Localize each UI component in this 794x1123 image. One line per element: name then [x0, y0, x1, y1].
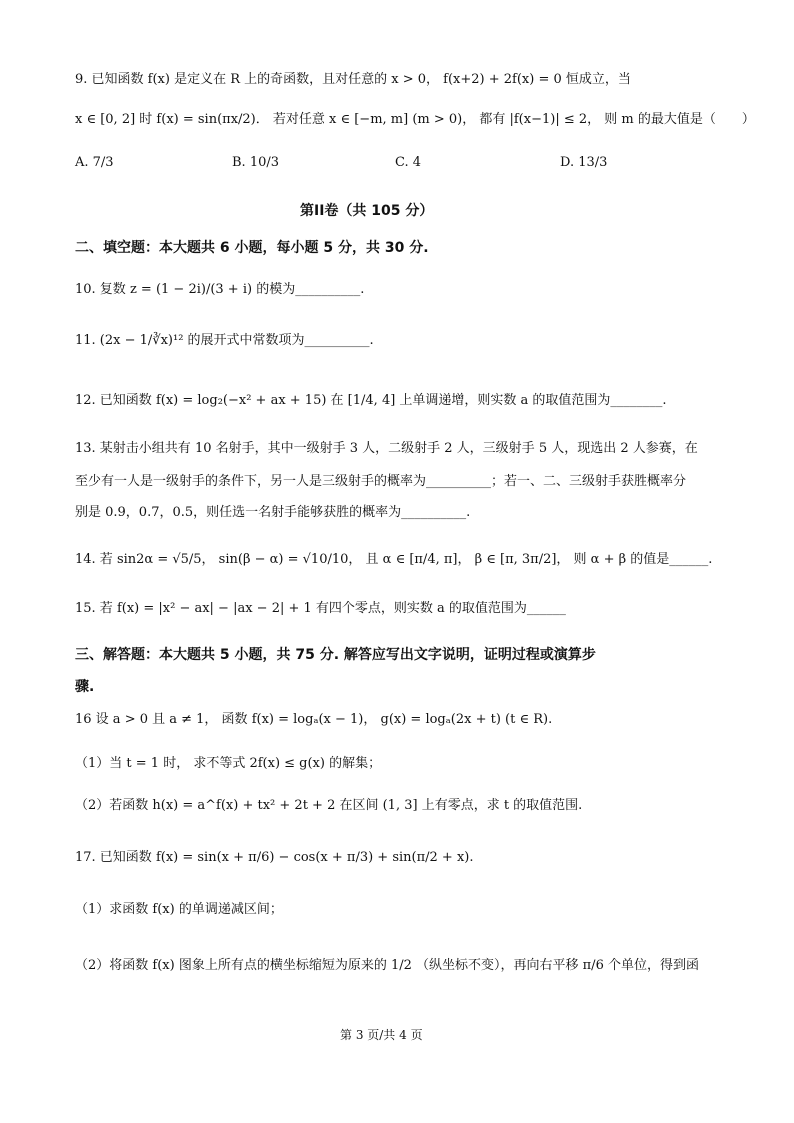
q14: 14. 若 sin2α = √5/5， sin(β − α) = √10/10， 且 α ∈ [π/4, π]， β ∈ [π, 3π/2]， 则 α + β 的值是______.: [75, 552, 713, 567]
section3-heading-line2: 骤.: [75, 679, 95, 695]
q13-line2: 至少有一人是一级射手的条件下，另一人是三级射手的概率为__________；若一、二、三级射手获胜概率分: [75, 474, 687, 489]
q16-part2: （2）若函数 h(x) = a^f(x) + tx² + 2t + 2 在区间 (1, 3] 上有零点，求 t 的取值范围.: [75, 798, 583, 813]
q16-stem: 16 设 a > 0 且 a ≠ 1， 函数 f(x) = logₐ(x − 1)， g(x) = logₐ(2x + t) (t ∈ R).: [75, 712, 553, 727]
q13-line3: 别是 0.9，0.7，0.5，则任选一名射手能够获胜的概率为__________.: [75, 505, 471, 520]
q15: 15. 若 f(x) = |x² − ax| − |ax − 2| + 1 有四个零点，则实数 a 的取值范围为______: [75, 601, 566, 616]
q16-part1: （1）当 t = 1 时， 求不等式 2f(x) ≤ g(x) 的解集；: [75, 756, 382, 771]
q9-option-c: C. 4: [395, 155, 422, 170]
q9-line2: x ∈ [0, 2] 时 f(x) = sin(πx/2)． 若对任意 x ∈ [−m, m] (m > 0)， 都有 |f(x−1)| ≤ 2， 则 m 的最大值是（ ）: [75, 112, 755, 127]
q13-line1: 13. 某射击小组共有 10 名射手，其中一级射手 3 人，二级射手 2 人，三级射手 5 人，现选出 2 人参赛，在: [75, 441, 698, 456]
q17-stem: 17. 已知函数 f(x) = sin(x + π/6) − cos(x + π/3) + sin(π/2 + x).: [75, 850, 474, 865]
section3-heading-line1: 三、解答题：本大题共 5 小题，共 75 分. 解答应写出文字说明，证明过程或演算步: [75, 647, 596, 663]
q9-line1: 9. 已知函数 f(x) 是定义在 R 上的奇函数，且对任意的 x > 0， f(x+2) + 2f(x) = 0 恒成立，当: [75, 72, 631, 87]
q12: 12. 已知函数 f(x) = log₂(−x² + ax + 15) 在 [1/4, 4] 上单调递增，则实数 a 的取值范围为________.: [75, 393, 667, 408]
q17-part2: （2）将函数 f(x) 图象上所有点的横坐标缩短为原来的 1/2 （纵坐标不变），再向右平移 π/6 个单位，得到函: [75, 958, 699, 973]
q9-option-d: D. 13/3: [560, 155, 608, 170]
page-footer: 第 3 页/共 4 页: [340, 1028, 423, 1042]
q17-part1: （1）求函数 f(x) 的单调递减区间；: [75, 902, 283, 917]
q9-option-b: B. 10/3: [232, 155, 280, 170]
q10: 10. 复数 z = (1 − 2i)/(3 + i) 的模为__________.: [75, 282, 365, 297]
q11: 11. (2x − 1/∛x)¹² 的展开式中常数项为__________.: [75, 333, 374, 348]
q9-option-a: A. 7/3: [75, 155, 114, 170]
part2-title: 第II卷（共 105 分）: [300, 203, 434, 219]
section2-heading: 二、填空题：本大题共 6 小题，每小题 5 分，共 30 分.: [75, 240, 429, 256]
